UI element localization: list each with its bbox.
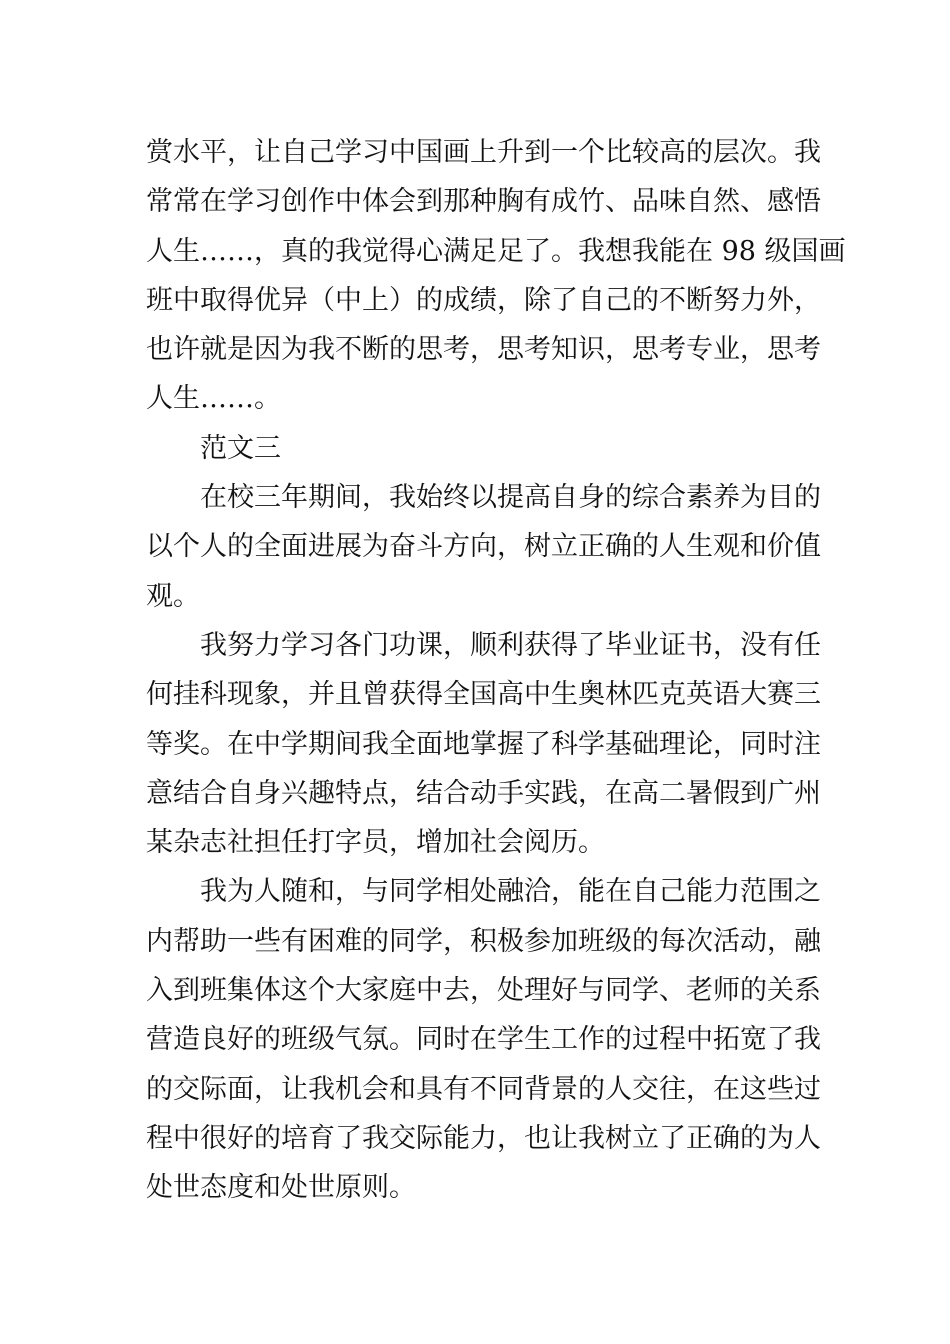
text-line: 等奖。在中学期间我全面地掌握了科学基础理论，同时注 (146, 728, 821, 760)
text-line: 入到班集体这个大家庭中去，处理好与同学、老师的关系 (146, 975, 821, 1007)
text-line: 意结合自身兴趣特点，结合动手实践，在高二暑假到广州 (146, 777, 821, 809)
text-line: 何挂科现象，并且曾获得全国高中生奥林匹克英语大赛三 (146, 679, 821, 711)
text-line: 人生……。 (146, 383, 281, 415)
text-line: 的交际面，让我机会和具有不同背景的人交往，在这些过 (146, 1073, 821, 1105)
text-line: 我为人随和，与同学相处融洽，能在自己能力范围之 (200, 876, 821, 908)
text-line: 在校三年期间，我始终以提高自身的综合素养为目的 (200, 482, 821, 514)
text-line: 我努力学习各门功课，顺利获得了毕业证书，没有任 (200, 629, 821, 661)
text-line: 以个人的全面进展为奋斗方向，树立正确的人生观和价值 (146, 531, 821, 563)
text-line: 内帮助一些有困难的同学，积极参加班级的每次活动，融 (146, 925, 821, 957)
section-heading: 范文三 (200, 432, 281, 464)
text-line: 班中取得优异（中上）的成绩，除了自己的不断努力外， (146, 284, 821, 316)
document-body (146, 128, 846, 1213)
text-line: 人生……，真的我觉得心满足足了。我想我能在 98 级国画 (146, 235, 846, 267)
text-line: 也许就是因为我不断的思考，思考知识，思考专业，思考 (146, 334, 821, 366)
text-line: 某杂志社担任打字员，增加社会阅历。 (146, 827, 605, 859)
text-line: 营造良好的班级气氛。同时在学生工作的过程中拓宽了我 (146, 1024, 821, 1056)
text-line: 常常在学习创作中体会到那种胸有成竹、品味自然、感悟 (146, 186, 821, 218)
text-line: 赏水平，让自己学习中国画上升到一个比较高的层次。我 (146, 137, 821, 168)
text-line: 观。 (146, 580, 200, 612)
text-line: 处世态度和处世原则。 (146, 1172, 416, 1204)
text-line: 程中很好的培育了我交际能力，也让我树立了正确的为人 (146, 1122, 821, 1154)
